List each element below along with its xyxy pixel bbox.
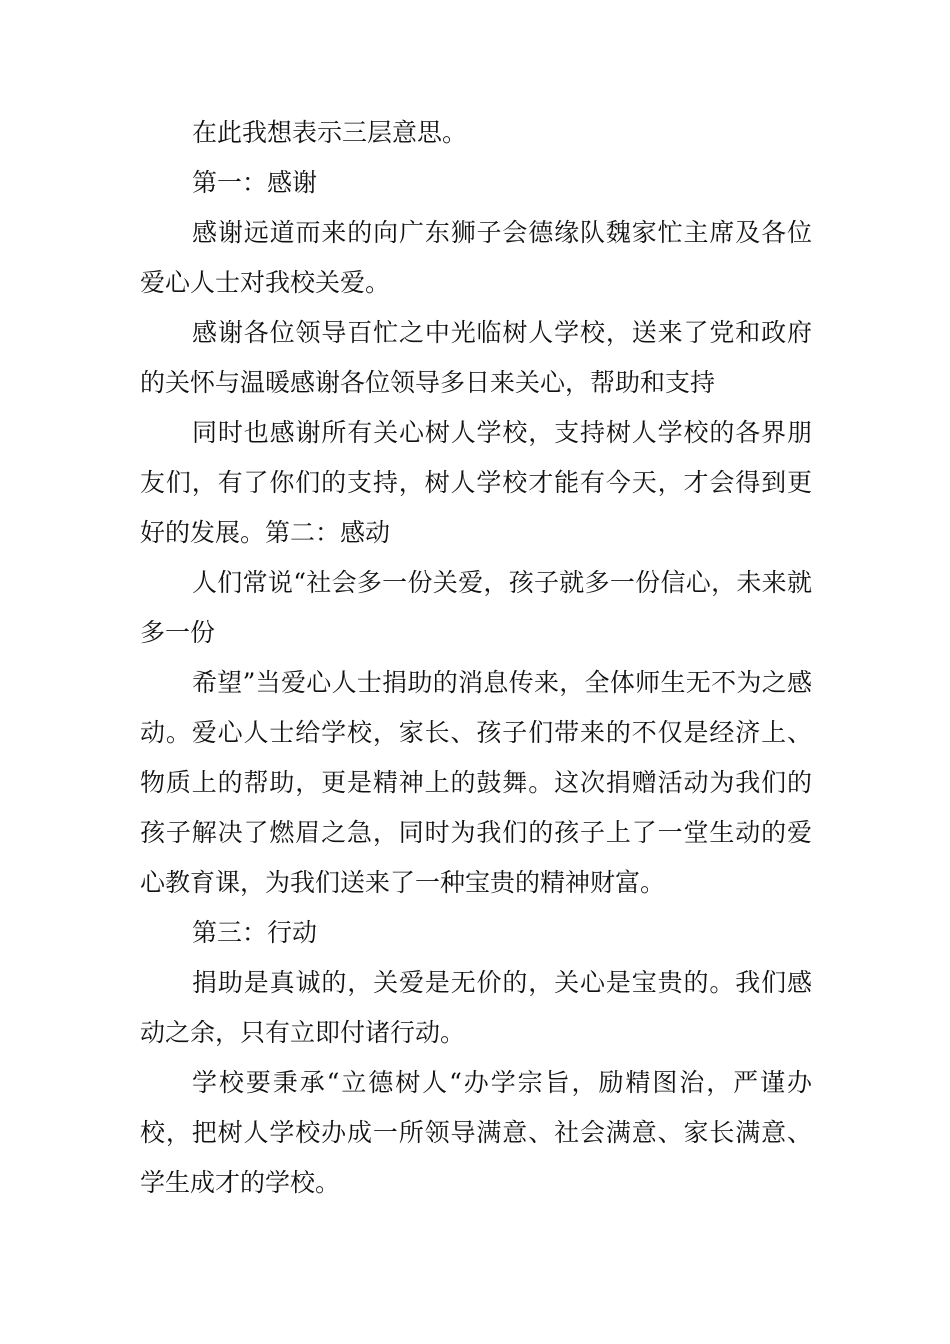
heading-first-thanks: 第一：感谢 <box>192 168 318 197</box>
paragraph-intro: 在此我想表示三层意思。 <box>192 118 468 147</box>
paragraph-hope-moved: 希望”当爱心人士捐助的消息传来，全体师生无不为之感动。爱心人士给学校，家长、孩子们带来的不仅是经济上、物质上的帮助，更是精神上的鼓舞。这次捐赠活动为我们的孩子解决了燃眉之急，同时为我们的孩子上了一堂生动的爱心教育课，为我们送来了一种宝贵的精神财富。 <box>140 668 812 897</box>
document-body <box>140 108 812 1208</box>
paragraph-donation-sincere: 捐助是真诚的，关爱是无价的，关心是宝贵的。我们感动之余，只有立即付诸行动。 <box>140 968 812 1047</box>
paragraph-thanks-leaders: 感谢各位领导百忙之中光临树人学校，送来了党和政府的关怀与温暖感谢各位领导多日来关心，帮助和支持 <box>140 318 812 397</box>
paragraph-thanks-lions-club: 感谢远道而来的向广东狮子会德缘队魏家忙主席及各位爱心人士对我校关爱。 <box>140 218 812 297</box>
paragraph-thanks-friends: 同时也感谢所有关心树人学校，支持树人学校的各界朋友们，有了你们的支持，树人学校才能有今天，才会得到更好的发展。第二：感动 <box>140 418 812 547</box>
heading-third-action: 第三：行动 <box>192 918 318 947</box>
paragraph-saying: 人们常说“社会多一份关爱，孩子就多一份信心，未来就多一份 <box>140 568 812 647</box>
paragraph-school-mission: 学校要秉承“立德树人“办学宗旨，励精图治，严谨办校，把树人学校办成一所领导满意、社会满意、家长满意、学生成才的学校。 <box>140 1068 812 1197</box>
